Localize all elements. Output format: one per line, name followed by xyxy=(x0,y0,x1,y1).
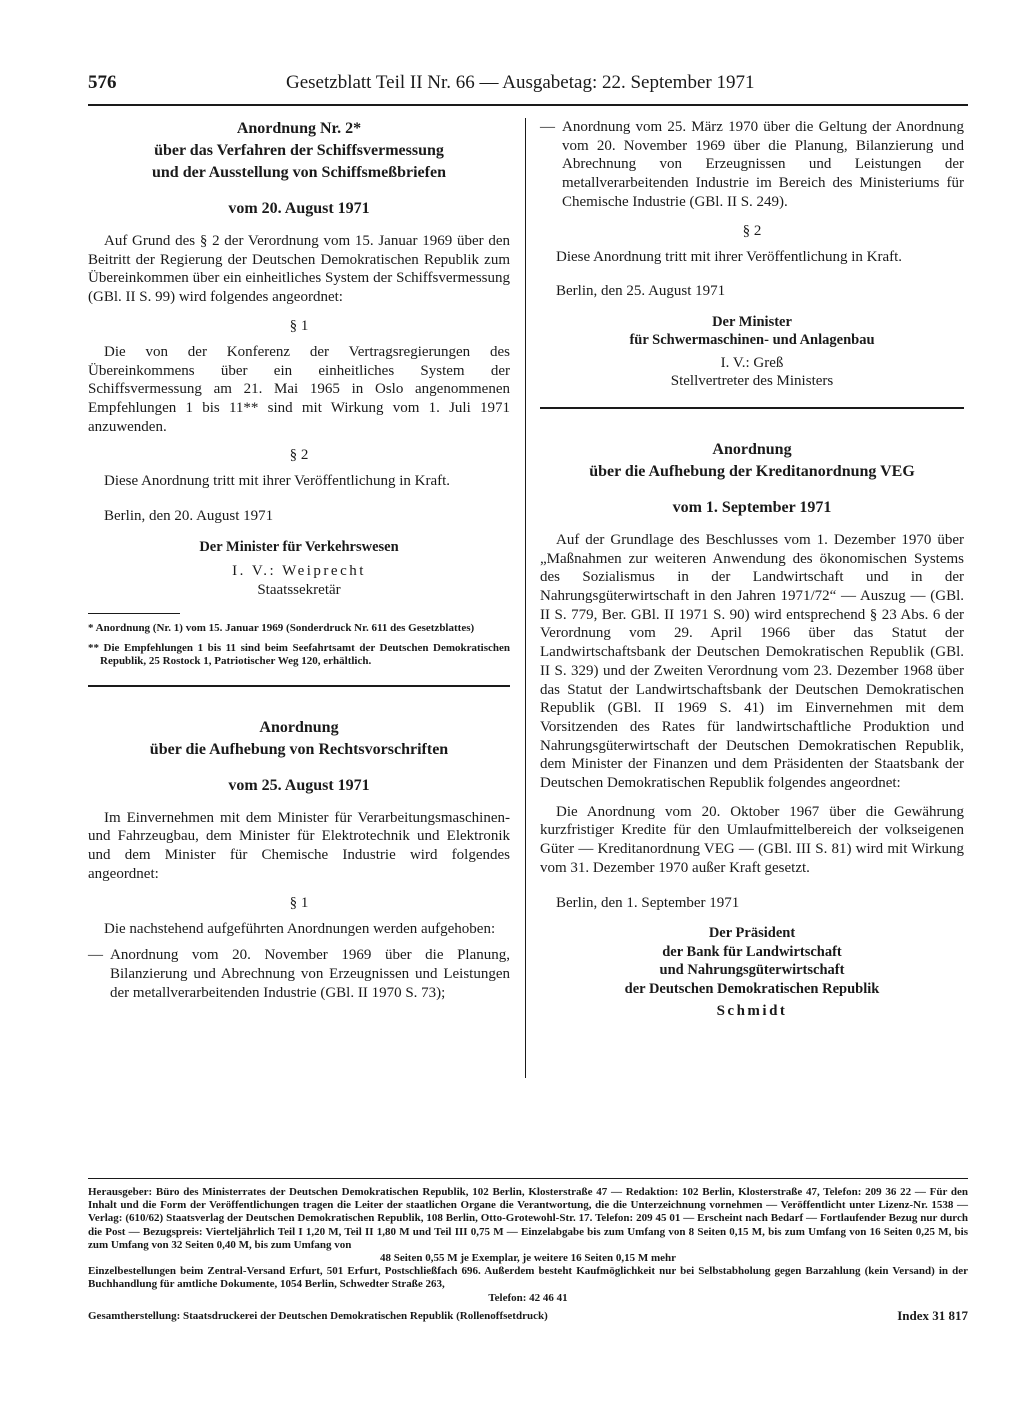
footnote: ** Die Empfehlungen 1 bis 11 sind beim Seefahrtsamt der Deutschen Demokratischen Republik, 25 Rostock 1, Patriotischer Weg 120, erhältlich. xyxy=(88,641,510,668)
doc-title-line: Anordnung xyxy=(712,440,792,458)
page-number: 576 xyxy=(88,72,117,93)
list-item-text: Anordnung vom 20. November 1969 über die Planung, Bilanzierung und Abrechnung von Erzeugnissen und Leistungen der metallverarbeitenden Industrie (GBl. II 1970 S. 73); xyxy=(110,947,510,1001)
column-divider xyxy=(525,118,526,1078)
signatory-name: I. V.: Weiprecht xyxy=(232,563,366,580)
doc-title-line: über die Aufhebung von Rechtsvorschriften xyxy=(149,740,449,758)
signatory-title: für Schwermaschinen- und Anlagenbau xyxy=(629,332,875,349)
doc-title-line: über die Aufhebung der Kreditanordnung VEG xyxy=(589,462,915,480)
section-text: Die von der Konferenz der Vertragsregierungen des Übereinkommens über ein einheitliches System der Schiffsvermessung am 21. Mai 1965 in Oslo angenommenen Empfehlungen 1 bis 11** sind mit Wirkung vom 1. Juli 1971 anzuwenden. xyxy=(88,343,510,435)
section-text: Die nachstehend aufgeführten Anordnungen werden aufgehoben: xyxy=(104,920,496,937)
place-date: Berlin, den 20. August 1971 xyxy=(104,508,274,525)
section-text: Diese Anordnung tritt mit ihrer Veröffentlichung in Kraft. xyxy=(104,473,451,490)
signatory-title: Der Minister für Verkehrswesen xyxy=(199,538,399,555)
dash-bullet: — xyxy=(540,119,555,135)
preamble: Auf der Grundlage des Beschlusses vom 1. Dezember 1970 über „Maßnahmen zur weiteren Anwendung des ökonomischen Systems des Sozialismus in der Landwirtschaft und in der Nahrungsgüterwirtschaft in den Jahren 1971/72“ — Auszug — (GBl. II S. 779, Ber. GBl. II 1971 S. 90) wird entsprechend § 23 Abs. 6 der Verordnung vom 29. April 1966 über das Statut der Landwirtschaftsbank der Deutschen Demokratischen Republik (GBl. II S. 329) und der Zweiten Verordnung vom 23. Dezember 1968 über das Statut der Landwirtschaftsbank der Deutschen Demokratischen Republik (GBl. II 1969 S. 41) im Einvernehmen mit dem Vorsitzenden des Rates für landwirtschaftliche Produktion und Nahrungsgüterwirtschaft der Deutschen Demokratischen Republik, dem Minister der Finanzen und dem Präsidenten der Staatsbank der Deutschen Demokratischen Republik folgendes angeordnet: xyxy=(540,531,964,792)
place-date: Berlin, den 25. August 1971 xyxy=(556,283,726,300)
right-column xyxy=(540,118,964,1021)
section-label: § 1 xyxy=(289,894,309,911)
imprint-print-line xyxy=(88,1309,968,1325)
doc-title-line: und der Ausstellung von Schiffsmeßbriefen xyxy=(152,164,446,181)
imprint-rule xyxy=(88,1178,968,1179)
page-header xyxy=(88,72,968,104)
doc-date: vom 20. August 1971 xyxy=(228,200,370,217)
section-separator xyxy=(88,685,510,687)
ordinance-rechtsvorschriften xyxy=(88,717,510,1003)
section-label: § 2 xyxy=(289,447,309,464)
signatory-title: Der Minister xyxy=(712,313,792,330)
list-item xyxy=(540,118,964,212)
dash-bullet: — xyxy=(88,947,103,964)
signatory-name: Schmidt xyxy=(716,1003,788,1020)
imprint-text: Herausgeber: Büro des Ministerrates der Deutschen Demokratischen Republik, 102 Berlin, Klosterstraße 47 — Redaktion: 102 Berlin, Klosterstraße 47, Telefon: 209 36 22 — Für den Inhalt und die Form der Veröffentlichungen tragen die Leiter der staatlichen Organe die Verantwortung, die die Unterzeichnung vornehmen — Veröffentlicht unter Lizenz-Nr. 1538 — Verlag: (610/62) Staatsverlag der Deutschen Demokratischen Republik, 108 Berlin, Otto-Grotewohl-Str. 17. Telefon: 209 45 01 — Erscheint nach Bedarf — Fortlaufender Bezug nur durch die Post — Bezugspreis: Vierteljährlich Teil I 1,20 M, Teil II 1,80 M und Teil III 0,75 M — Einzelabgabe bis zum Umfang von 8 Seiten 0,15 M, bis zum Umfang von 16 Seiten 0,25 M, bis zum Umfang von 32 Seiten 0,40 M, bis zum Umfang von xyxy=(88,1186,968,1251)
place-date: Berlin, den 1. September 1971 xyxy=(556,894,740,911)
header-rule xyxy=(88,104,968,106)
signatory-title: der Deutschen Demokratischen Republik xyxy=(624,980,880,997)
doc-title-line: über das Verfahren der Schiffsvermessung xyxy=(154,142,444,159)
ordinance-kreditanordnung xyxy=(540,439,964,1021)
list-item xyxy=(88,946,510,1002)
signatory-role: Stellvertreter des Ministers xyxy=(670,373,834,390)
doc-title-line: Anordnung Nr. 2* xyxy=(236,120,362,137)
signatory-title: Der Präsident xyxy=(708,925,796,942)
doc-title-line: Anordnung xyxy=(259,718,339,736)
left-column xyxy=(88,118,510,1006)
doc-date: vom 25. August 1971 xyxy=(228,776,370,794)
ordinance-rechtsvorschriften-continued xyxy=(540,118,964,391)
footnote: * Anordnung (Nr. 1) vom 15. Januar 1969 (Sonderdruck Nr. 611 des Gesetzblattes) xyxy=(88,622,475,635)
body-text: Die Anordnung vom 20. Oktober 1967 über die Gewährung kurzfristiger Kredite für den Umlaufmittelbereich der volkseigenen Güter — Kreditanordnung VEG — (GBl. III S. 81) wird mit Wirkung vom 31. Dezember 1970 außer Kraft gesetzt. xyxy=(540,803,964,876)
section-label: § 1 xyxy=(289,317,309,334)
section-label: § 2 xyxy=(742,222,762,239)
section-text: Diese Anordnung tritt mit ihrer Veröffentlichung in Kraft. xyxy=(556,248,903,265)
imprint-text: Telefon: 42 46 41 xyxy=(488,1291,568,1304)
imprint xyxy=(88,1186,968,1325)
list-item-text: Anordnung vom 25. März 1970 über die Geltung der Anordnung vom 20. November 1969 über die Planung, Bilanzierung und Abrechnung von Erzeugnissen und Leistungen der metallverarbeitenden Industrie im Bereich des Ministeriums für Chemische Industrie (GBl. II S. 249). xyxy=(562,119,964,210)
header-title: Gesetzblatt Teil II Nr. 66 — Ausgabetag: 22. September 1971 xyxy=(286,72,755,93)
ordinance-schiffsvermessung xyxy=(88,118,510,669)
section-separator xyxy=(540,407,964,409)
signatory-role: Staatssekretär xyxy=(257,581,341,598)
signatory-title: und Nahrungsgüterwirtschaft xyxy=(659,962,845,979)
preamble: Auf Grund des § 2 der Verordnung vom 15. Januar 1969 über den Beitritt der Regierung der Deutschen Demokratischen Republik zum Übereinkommen über ein einheitliches System der Schiffsvermessung (GBl. II S. 99) wird folgendes angeordnet: xyxy=(88,233,510,306)
footnote-rule xyxy=(88,613,180,614)
signatory-name: I. V.: Greß xyxy=(720,354,784,371)
signatory-title: der Bank für Landwirtschaft xyxy=(662,943,842,960)
printer-credit: Gesamtherstellung: Staatsdruckerei der Deutschen Demokratischen Republik (Rollenoffsetdruck) xyxy=(88,1309,548,1322)
imprint-text: Einzelbestellungen beim Zentral-Versand Erfurt, 501 Erfurt, Postschließfach 696. Außerdem besteht Kaufmöglichkeit nur bei Selbstabholung gegen Barzahlung (kein Versand) in der Buchhandlung für amtliche Dokumente, 1054 Berlin, Schwedter Straße 263, xyxy=(88,1265,968,1291)
imprint-text: 48 Seiten 0,55 M je Exemplar, je weitere 16 Seiten 0,15 M mehr xyxy=(379,1252,676,1265)
doc-date: vom 1. September 1971 xyxy=(672,498,832,516)
index-number: Index 31 817 xyxy=(897,1307,968,1323)
preamble: Im Einvernehmen mit dem Minister für Verarbeitungsmaschinen- und Fahrzeugbau, dem Minister für Elektrotechnik und Elektronik und dem Minister für Chemische Industrie wird folgendes angeordnet: xyxy=(88,809,510,882)
